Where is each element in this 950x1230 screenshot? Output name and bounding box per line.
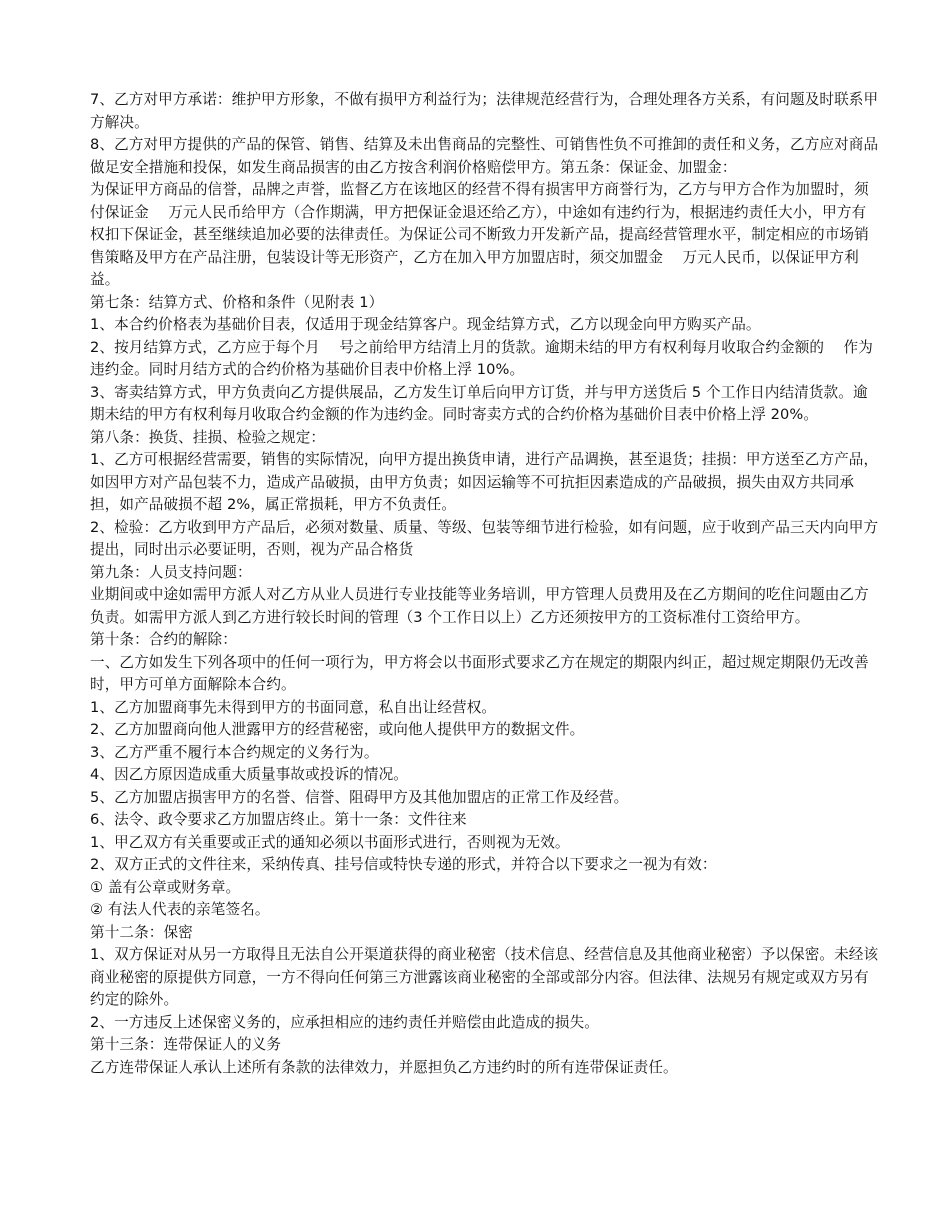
article-12-item-1: 1、双方保证对从另一方取得且无法自公开渠道获得的商业秘密（技术信息、经营信息及其他商业秘密）予以保密。未经该商业秘密的原提供方同意，一方不得向任何第三方泄露该商业秘密的全部或部分内容。但法律、法规另有规定或双方另有约定的除外。 bbox=[90, 946, 879, 1008]
deposit-and-franchise-fee: 为保证甲方商品的信誉，品牌之声誉，监督乙方在该地区的经营不得有损害甲方商誉行为，乙方与甲方合作为加盟时，须付保证金 万元人民币给甲方（合作期满，甲方把保证金退还给乙方），中途如有违约行为，根据违约责任大小，甲方有权扣下保证金，甚至继续追加必要的法律责任。为保证公司不断致力开发新产品，提高经营管理水平，制定相应的市场销售策略及甲方在产品注册，包装设计等无形资产，乙方在加入甲方加盟店时，须交加盟金 万元人民币，以保证甲方利益。 bbox=[90, 181, 869, 288]
article-7-item-2: 2、按月结算方式，乙方应于每个月 号之前给甲方结清上月的货款。逾期未结的甲方有权利每月收取合约金额的 作为违约金。同时月结方式的合约价格为基础价目表中价格上浮 10%。 bbox=[90, 338, 873, 378]
article-10-section-1: 一、乙方如发生下列各项中的任何一项行为，甲方将会以书面形式要求乙方在规定的期限内纠正，超过规定期限仍无改善时，甲方可单方面解除本合约。 bbox=[90, 653, 869, 693]
article-9-heading: 第九条：人员支持问题： bbox=[90, 563, 252, 581]
article-11-item-1: 1、甲乙双方有关重要或正式的通知必须以书面形式进行，否则视为无效。 bbox=[90, 833, 570, 851]
article-10-item-5: 5、乙方加盟店损害甲方的名誉、信誉、阻碍甲方及其他加盟店的正常工作及经营。 bbox=[90, 788, 629, 806]
article-10-item-2: 2、乙方加盟商向他人泄露甲方的经营秘密，或向他人提供甲方的数据文件。 bbox=[90, 721, 585, 738]
article-10-item-3: 3、乙方严重不履行本合约规定的义务行为。 bbox=[90, 743, 379, 761]
clause-7-promise: 7、乙方对甲方承诺：维护甲方形象，不做有损甲方利益行为；法律规范经营行为，合理处理各方关系，有问题及时联系甲方解决。 bbox=[90, 91, 879, 131]
article-11-requirement-2: ② 有法人代表的亲笔签名。 bbox=[90, 901, 270, 918]
article-7-item-1: 1、本合约价格表为基础价目表，仅适用于现金结算客户。现金结算方式，乙方以现金向甲方购买产品。 bbox=[90, 316, 761, 333]
article-10-item-6: 6、法令、政令要求乙方加盟店终止。第十一条：文件往来 bbox=[90, 811, 467, 828]
article-12-heading: 第十二条：保密 bbox=[90, 923, 193, 941]
article-8-heading: 第八条：换货、挂损、检验之规定： bbox=[90, 428, 326, 446]
document-body bbox=[90, 89, 880, 1079]
article-7-item-3: 3、寄卖结算方式，甲方负责向乙方提供展品，乙方发生订单后向甲方订货，并与甲方送货后 5 个工作日内结清货款。逾期未结的甲方有权利每月收取合约金额的作为违约金。同时寄卖方式的合约价格为基础价目表中价格上浮 20%。 bbox=[90, 383, 868, 423]
article-11-requirement-1: ① 盖有公章或财务章。 bbox=[90, 878, 241, 896]
article-7-heading: 第七条：结算方式、价格和条件（见附表 1） bbox=[90, 293, 384, 311]
article-13-body: 乙方连带保证人承认上述所有条款的法律效力，并愿担负乙方违约时的所有连带保证责任。 bbox=[90, 1058, 678, 1076]
clause-8-custody: 8、乙方对甲方提供的产品的保管、销售、结算及未出售商品的完整性、可销售性负不可推卸的责任和义务，乙方应对商品做足安全措施和投保，如发生商品损害的由乙方按含利润价格赔偿甲方。第五条：保证金、加盟金： bbox=[90, 136, 879, 176]
article-8-item-2: 2、检验：乙方收到甲方产品后，必须对数量、质量、等级、包装等细节进行检验，如有问题，应于收到产品三天内向甲方提出，同时出示必要证明，否则，视为产品合格货 bbox=[90, 518, 879, 558]
article-10-heading: 第十条：合约的解除： bbox=[90, 631, 237, 648]
article-8-item-1: 1、乙方可根据经营需要，销售的实际情况，向甲方提出换货申请，进行产品调换，甚至退货；挂损：甲方送至乙方产品，如因甲方对产品包装不力，造成产品破损，由甲方负责；如因运输等不可抗拒因素造成的产品破损，损失由双方共同承担，如产品破损不超 2%，属正常损耗，甲方不负责任。 bbox=[90, 451, 879, 513]
article-9-body: 业期间或中途如需甲方派人对乙方从业人员进行专业技能等业务培训，甲方管理人员费用及在乙方期间的吃住问题由乙方负责。如需甲方派人到乙方进行较长时间的管理（3 个工作日以上）乙方还须按甲方的工资标准付工资给甲方。 bbox=[90, 586, 869, 626]
article-10-item-1: 1、乙方加盟商事先未得到甲方的书面同意，私自出让经营权。 bbox=[90, 698, 497, 716]
article-12-item-2: 2、一方违反上述保密义务的，应承担相应的违约责任并赔偿由此造成的损失。 bbox=[90, 1013, 599, 1031]
article-13-heading: 第十三条：连带保证人的义务 bbox=[90, 1036, 282, 1053]
article-10-item-4: 4、因乙方原因造成重大质量事故或投诉的情况。 bbox=[90, 766, 408, 783]
article-11-item-2: 2、双方正式的文件往来，采纳传真、挂号信或特快专递的形式，并符合以下要求之一视为有效： bbox=[90, 856, 717, 873]
